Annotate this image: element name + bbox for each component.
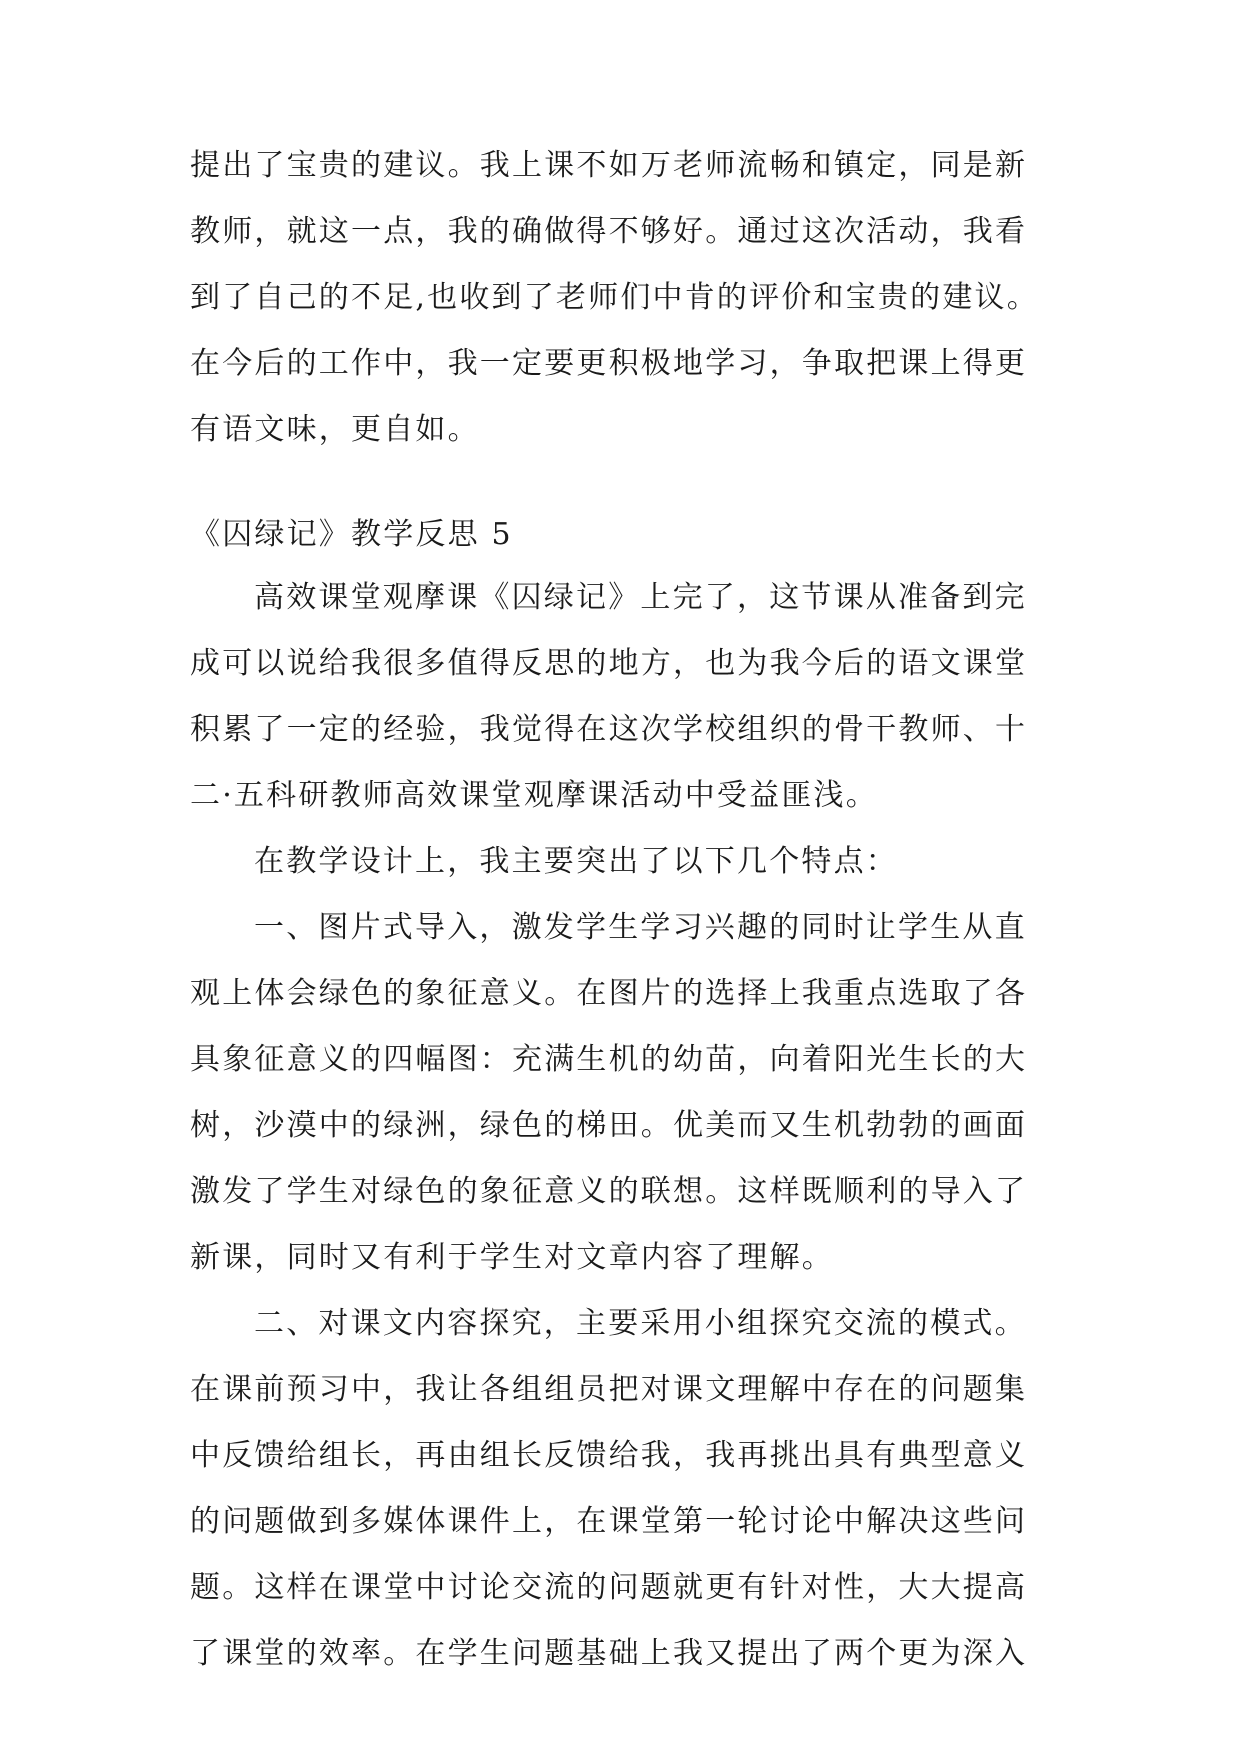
paragraph-line: 一、图片式导入，激发学生学习兴趣的同时让学生从直 xyxy=(254,910,1027,945)
paragraph-line: 积累了一定的经验，我觉得在这次学校组织的骨干教师、十 xyxy=(190,712,1028,747)
paragraph-line: 题。这样在课堂中讨论交流的问题就更有针对性，大大提高 xyxy=(190,1570,1028,1605)
paragraph-line: 中反馈给组长，再由组长反馈给我，我再挑出具有典型意义 xyxy=(190,1438,1028,1473)
paragraph-line: 具象征意义的四幅图：充满生机的幼苗，向着阳光生长的大 xyxy=(190,1042,1028,1077)
paragraph-line: 成可以说给我很多值得反思的地方，也为我今后的语文课堂 xyxy=(190,646,1028,681)
paragraph-line: 提出了宝贵的建议。我上课不如万老师流畅和镇定，同是新 xyxy=(190,148,1028,183)
section-heading: 《囚绿记》教学反思 5 xyxy=(190,517,513,552)
paragraph-line: 在今后的工作中，我一定要更积极地学习，争取把课上得更 xyxy=(190,346,1028,381)
paragraph-line: 二、对课文内容探究，主要采用小组探究交流的模式。 xyxy=(254,1306,1027,1341)
paragraph-line: 观上体会绿色的象征意义。在图片的选择上我重点选取了各 xyxy=(190,976,1028,1011)
paragraph-line: 在教学设计上，我主要突出了以下几个特点： xyxy=(254,844,898,879)
paragraph-line: 激发了学生对绿色的象征意义的联想。这样既顺利的导入了 xyxy=(190,1174,1028,1209)
paragraph-line: 二·五科研教师高效课堂观摩课活动中受益匪浅。 xyxy=(190,778,878,813)
paragraph-line: 新课，同时又有利于学生对文章内容了理解。 xyxy=(190,1240,834,1275)
paragraph-line: 到了自己的不足,也收到了老师们中肯的评价和宝贵的建议。 xyxy=(190,280,1039,315)
paragraph-line: 树，沙漠中的绿洲，绿色的梯田。优美而又生机勃勃的画面 xyxy=(190,1108,1028,1143)
paragraph-line: 有语文味，更自如。 xyxy=(190,412,480,447)
paragraph-line: 教师，就这一点，我的确做得不够好。通过这次活动，我看 xyxy=(190,214,1028,249)
paragraph-line: 高效课堂观摩课《囚绿记》上完了，这节课从准备到完 xyxy=(254,580,1027,615)
paragraph-line: 了课堂的效率。在学生问题基础上我又提出了两个更为深入 xyxy=(190,1636,1028,1671)
paragraph-line: 在课前预习中，我让各组组员把对课文理解中存在的问题集 xyxy=(190,1372,1028,1407)
paragraph-line: 的问题做到多媒体课件上，在课堂第一轮讨论中解决这些问 xyxy=(190,1504,1028,1539)
